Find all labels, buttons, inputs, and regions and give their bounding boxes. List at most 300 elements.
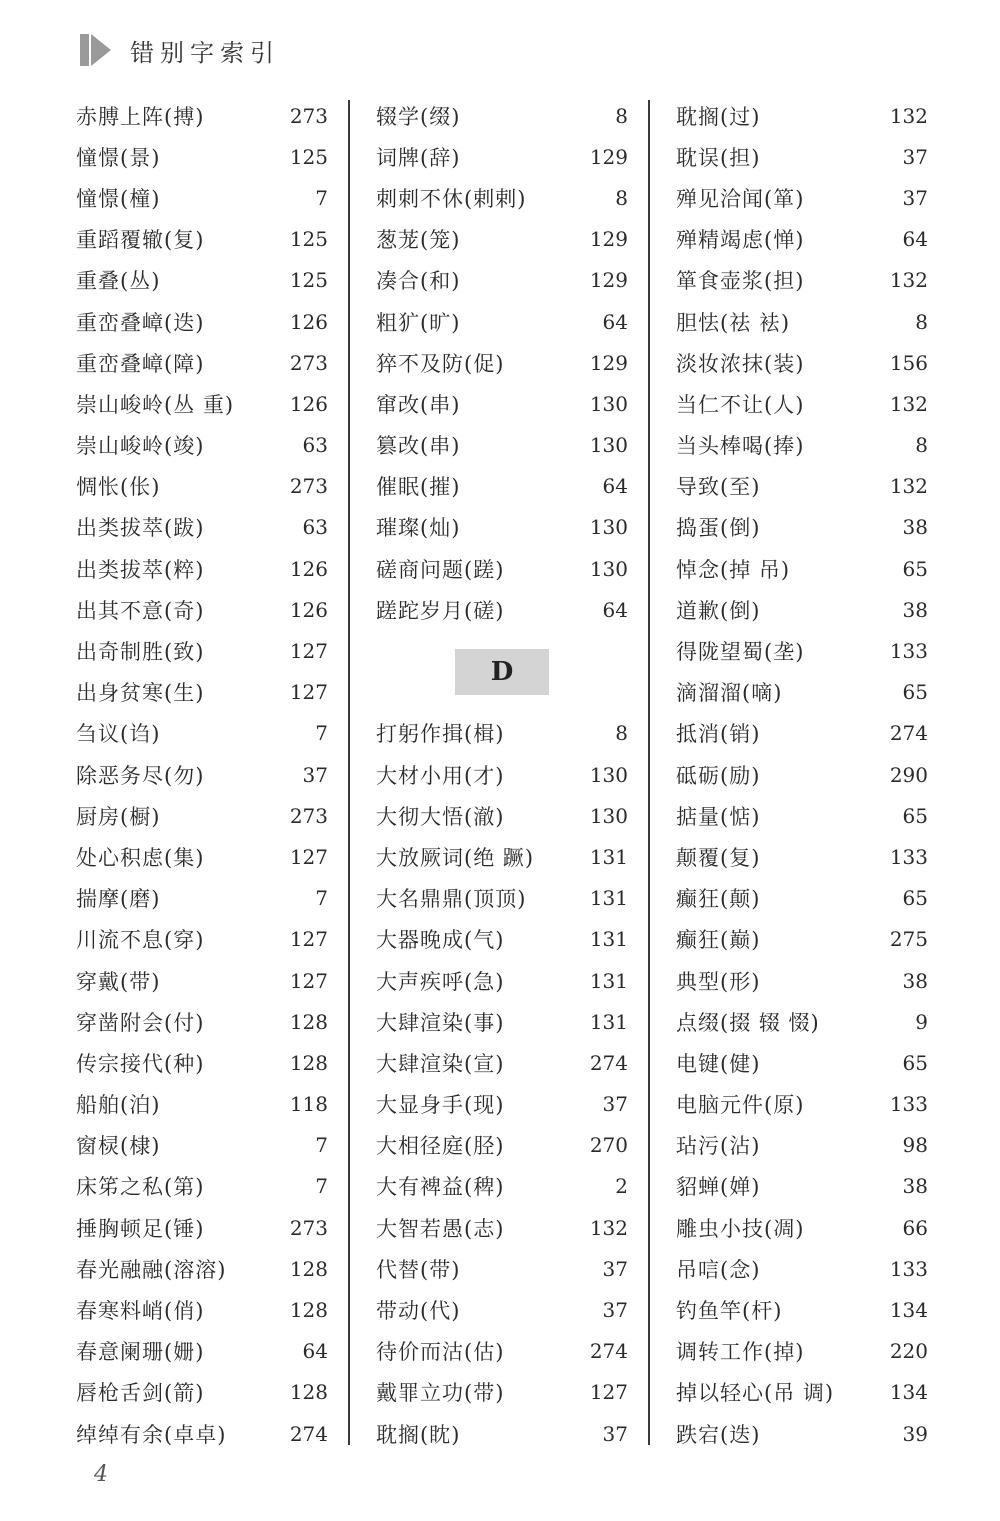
entry-page: 130 (589, 556, 628, 581)
index-entry (76, 1084, 328, 1125)
entry-term: 悼念(掉 吊) (676, 557, 791, 582)
index-entry (76, 219, 328, 260)
entry-page: 129 (589, 350, 628, 375)
entry-term: 耽搁(过) (676, 104, 761, 129)
entry-page: 273 (289, 1215, 328, 1240)
index-entry (676, 219, 928, 260)
index-entry (76, 1372, 328, 1413)
entry-term: 淡妆浓抹(装) (676, 351, 805, 376)
index-entry (76, 301, 328, 342)
entry-page: 129 (589, 268, 628, 293)
index-entry (376, 136, 628, 177)
entry-term: 除恶务尽(勿) (76, 763, 205, 788)
entry-page: 7 (315, 721, 328, 746)
entry-page: 38 (902, 1174, 928, 1199)
entry-page: 8 (615, 721, 628, 746)
entry-term: 憧憬(景) (76, 145, 161, 170)
entry-page: 65 (902, 680, 928, 705)
index-entry (676, 548, 928, 589)
entry-page: 273 (289, 103, 328, 128)
entry-term: 调转工作(掉) (676, 1340, 805, 1365)
index-entry (676, 301, 928, 342)
entry-page: 37 (302, 762, 328, 787)
index-entry (76, 425, 328, 466)
index-entry (376, 713, 628, 754)
entry-page: 220 (889, 1339, 928, 1364)
entry-term: 重蹈覆辙(复) (76, 228, 205, 253)
entry-term: 打躬作揖(楫) (376, 722, 505, 747)
index-entry (76, 672, 328, 713)
index-entry (76, 836, 328, 877)
index-entry (76, 960, 328, 1001)
entry-page: 126 (289, 391, 328, 416)
entry-term: 钓鱼竿(杆) (676, 1299, 783, 1324)
index-entry (76, 507, 328, 548)
index-column-1 (76, 95, 328, 1454)
entry-term: 赤膊上阵(搏) (76, 104, 205, 129)
entry-page: 9 (915, 1009, 928, 1034)
index-entry (376, 301, 628, 342)
entry-page: 37 (902, 144, 928, 169)
entry-term: 殚见洽闻(箪) (676, 186, 805, 211)
entry-page: 128 (289, 1050, 328, 1075)
entry-term: 绰绰有余(卓卓) (76, 1422, 227, 1447)
entry-term: 典型(形) (676, 969, 761, 994)
index-entry (676, 795, 928, 836)
index-entry (676, 1125, 928, 1166)
index-entry (376, 919, 628, 960)
entry-page: 118 (289, 1092, 328, 1117)
entry-page: 126 (289, 556, 328, 581)
entry-page: 38 (902, 515, 928, 540)
entry-page: 128 (289, 1298, 328, 1323)
index-entry (676, 1166, 928, 1207)
index-entry (76, 1248, 328, 1289)
entry-page: 130 (589, 762, 628, 787)
index-entry (76, 1042, 328, 1083)
index-entry (376, 1001, 628, 1042)
entry-term: 代替(带) (376, 1257, 461, 1282)
index-entry (676, 1001, 928, 1042)
index-entry (76, 589, 328, 630)
index-entry (676, 1372, 928, 1413)
entry-term: 吊唁(念) (676, 1257, 761, 1282)
section-heading (376, 630, 628, 712)
entry-term: 凑合(和) (376, 269, 461, 294)
index-entry (76, 177, 328, 218)
index-entry (376, 836, 628, 877)
index-entry (376, 342, 628, 383)
entry-term: 出类拔萃(粹) (76, 557, 205, 582)
index-entry (376, 425, 628, 466)
entry-page: 37 (602, 1092, 628, 1117)
entry-page: 125 (289, 268, 328, 293)
entry-page: 134 (889, 1380, 928, 1405)
entry-page: 65 (902, 886, 928, 911)
entry-term: 刺刺不休(剌剌) (376, 186, 527, 211)
index-entry (76, 342, 328, 383)
index-entry (676, 919, 928, 960)
index-entry (376, 383, 628, 424)
entry-page: 7 (315, 185, 328, 210)
entry-page: 290 (889, 762, 928, 787)
index-entry (676, 836, 928, 877)
entry-page: 125 (289, 227, 328, 252)
entry-page: 130 (589, 515, 628, 540)
entry-page: 273 (289, 350, 328, 375)
entry-page: 273 (289, 803, 328, 828)
entry-term: 窜改(串) (376, 392, 461, 417)
entry-page: 65 (902, 1050, 928, 1075)
entry-term: 癫狂(巅) (676, 928, 761, 953)
entry-page: 133 (889, 1256, 928, 1281)
index-entry (76, 919, 328, 960)
index-entry (376, 1248, 628, 1289)
entry-term: 大肆渲染(宣) (376, 1051, 505, 1076)
entry-page: 8 (915, 433, 928, 458)
index-entry (676, 1084, 928, 1125)
entry-page: 65 (902, 556, 928, 581)
entry-page: 127 (289, 968, 328, 993)
index-entry (376, 795, 628, 836)
entry-page: 128 (289, 1009, 328, 1034)
index-entry (376, 548, 628, 589)
entry-term: 川流不息(穿) (76, 928, 205, 953)
index-entry (676, 383, 928, 424)
entry-term: 滴溜溜(嘀) (676, 681, 783, 706)
entry-term: 跌宕(迭) (676, 1422, 761, 1447)
entry-term: 船舶(泊) (76, 1093, 161, 1118)
entry-term: 带动(代) (376, 1299, 461, 1324)
entry-page: 8 (615, 103, 628, 128)
entry-term: 当仁不让(人) (676, 392, 805, 417)
entry-page: 65 (902, 803, 928, 828)
entry-term: 催眠(摧) (376, 475, 461, 500)
entry-term: 惆怅(伥) (76, 475, 161, 500)
entry-term: 大智若愚(志) (376, 1216, 505, 1241)
index-entry (376, 1166, 628, 1207)
entry-term: 春意阑珊(姗) (76, 1340, 205, 1365)
index-entry (676, 260, 928, 301)
entry-page: 37 (602, 1256, 628, 1281)
index-entry (376, 507, 628, 548)
index-entry (376, 177, 628, 218)
index-entry (376, 95, 628, 136)
entry-page: 156 (889, 350, 928, 375)
page-number: 4 (94, 1462, 108, 1487)
index-entry (676, 630, 928, 671)
index-entry (76, 1289, 328, 1330)
index-entry (676, 466, 928, 507)
entry-term: 电脑元件(原) (676, 1093, 805, 1118)
entry-page: 126 (289, 597, 328, 622)
entry-term: 大声疾呼(急) (376, 969, 505, 994)
entry-page: 131 (589, 886, 628, 911)
entry-page: 132 (589, 1215, 628, 1240)
entry-term: 电键(健) (676, 1051, 761, 1076)
index-entry (376, 466, 628, 507)
entry-page: 63 (302, 433, 328, 458)
entry-page: 125 (289, 144, 328, 169)
entry-page: 274 (589, 1339, 628, 1364)
entry-page: 270 (589, 1133, 628, 1158)
index-entry (676, 1331, 928, 1372)
entry-term: 箪食壶浆(担) (676, 269, 805, 294)
index-entry (676, 95, 928, 136)
entry-page: 273 (289, 474, 328, 499)
index-entry (676, 589, 928, 630)
entry-page: 128 (289, 1380, 328, 1405)
entry-term: 大器晚成(气) (376, 928, 505, 953)
index-entry (76, 878, 328, 919)
index-entry (376, 1084, 628, 1125)
entry-term: 大材小用(才) (376, 763, 505, 788)
index-entry (376, 219, 628, 260)
entry-page: 2 (615, 1174, 628, 1199)
entry-page: 127 (589, 1380, 628, 1405)
entry-page: 127 (289, 639, 328, 664)
index-entry (376, 1413, 628, 1454)
entry-term: 出身贫寒(生) (76, 681, 205, 706)
entry-term: 厨房(橱) (76, 804, 161, 829)
index-entry (76, 136, 328, 177)
entry-page: 7 (315, 1133, 328, 1158)
entry-page: 274 (589, 1050, 628, 1075)
entry-page: 132 (889, 268, 928, 293)
index-entry (676, 713, 928, 754)
index-entry (76, 466, 328, 507)
index-entry (376, 1042, 628, 1083)
entry-page: 129 (589, 144, 628, 169)
entry-term: 点缀(掇 辍 惙) (676, 1010, 820, 1035)
entry-page: 8 (615, 185, 628, 210)
entry-page: 130 (589, 433, 628, 458)
entry-page: 132 (889, 103, 928, 128)
entry-term: 耽误(担) (676, 145, 761, 170)
entry-term: 出其不意(奇) (76, 598, 205, 623)
index-entry (376, 260, 628, 301)
index-entry (676, 507, 928, 548)
entry-term: 春光融融(溶溶) (76, 1257, 227, 1282)
index-entry (376, 589, 628, 630)
index-entry (676, 342, 928, 383)
index-entry (76, 795, 328, 836)
index-column-2 (376, 95, 628, 1454)
index-entry (76, 1166, 328, 1207)
entry-term: 处心积虑(集) (76, 845, 205, 870)
entry-term: 春寒料峭(俏) (76, 1299, 205, 1324)
column-divider (648, 100, 650, 1445)
running-header (80, 30, 280, 70)
entry-page: 274 (889, 721, 928, 746)
entry-term: 大相径庭(胫) (376, 1134, 505, 1159)
entry-term: 戴罪立功(带) (376, 1381, 505, 1406)
entry-term: 蹉跎岁月(磋) (376, 598, 505, 623)
index-entry (676, 1042, 928, 1083)
entry-page: 64 (902, 227, 928, 252)
entry-page: 133 (889, 844, 928, 869)
entry-page: 131 (589, 927, 628, 952)
entry-term: 辍学(缀) (376, 104, 461, 129)
entry-term: 磋商问题(蹉) (376, 557, 505, 582)
entry-term: 出奇制胜(致) (76, 640, 205, 665)
entry-term: 传宗接代(种) (76, 1051, 205, 1076)
entry-term: 窗棂(棣) (76, 1134, 161, 1159)
entry-page: 37 (902, 185, 928, 210)
entry-term: 貂蝉(婵) (676, 1175, 761, 1200)
index-entry (676, 1207, 928, 1248)
entry-term: 大有裨益(稗) (376, 1175, 505, 1200)
entry-page: 129 (589, 227, 628, 252)
entry-term: 导致(至) (676, 475, 761, 500)
entry-term: 大显身手(现) (376, 1093, 505, 1118)
entry-term: 胆怯(祛 袪) (676, 310, 791, 335)
entry-term: 砥砺(励) (676, 763, 761, 788)
entry-term: 玷污(沾) (676, 1134, 761, 1159)
entry-term: 待价而沽(估) (376, 1340, 505, 1365)
entry-page: 39 (902, 1421, 928, 1446)
index-entry (76, 1207, 328, 1248)
entry-page: 64 (602, 474, 628, 499)
entry-page: 127 (289, 927, 328, 952)
entry-page: 63 (302, 515, 328, 540)
entry-page: 66 (902, 1215, 928, 1240)
index-entry (676, 1289, 928, 1330)
entry-term: 捶胸顿足(锤) (76, 1216, 205, 1241)
entry-term: 崇山峻岭(丛 重) (76, 392, 235, 417)
index-entry (376, 754, 628, 795)
entry-page: 130 (589, 391, 628, 416)
entry-term: 大彻大悟(澈) (376, 804, 505, 829)
index-column-3 (676, 95, 928, 1454)
play-marker-icon (80, 32, 114, 68)
column-divider (348, 100, 350, 1445)
entry-page: 127 (289, 680, 328, 705)
entry-page: 8 (915, 309, 928, 334)
entry-page: 274 (289, 1421, 328, 1446)
index-entry (676, 1248, 928, 1289)
index-entry (376, 1289, 628, 1330)
entry-page: 64 (302, 1339, 328, 1364)
index-entry (676, 960, 928, 1001)
index-entry (376, 878, 628, 919)
index-entry (376, 1331, 628, 1372)
entry-term: 词牌(辞) (376, 145, 461, 170)
index-entry (676, 672, 928, 713)
entry-term: 粗犷(旷) (376, 310, 461, 335)
entry-term: 篡改(串) (376, 434, 461, 459)
entry-page: 131 (589, 968, 628, 993)
entry-term: 重峦叠嶂(迭) (76, 310, 205, 335)
entry-page: 275 (889, 927, 928, 952)
entry-page: 7 (315, 886, 328, 911)
index-entry (676, 425, 928, 466)
entry-term: 床笫之私(第) (76, 1175, 205, 1200)
entry-term: 璀璨(灿) (376, 516, 461, 541)
entry-term: 道歉(倒) (676, 598, 761, 623)
entry-term: 葱茏(笼) (376, 228, 461, 253)
entry-page: 131 (589, 844, 628, 869)
index-entry (76, 630, 328, 671)
index-entry (76, 754, 328, 795)
index-entry (676, 754, 928, 795)
entry-term: 大名鼎鼎(顶顶) (376, 887, 527, 912)
entry-page: 131 (589, 1009, 628, 1034)
entry-page: 126 (289, 309, 328, 334)
index-entry (676, 1413, 928, 1454)
entry-term: 穿凿附会(付) (76, 1010, 205, 1035)
entry-page: 64 (602, 597, 628, 622)
entry-term: 雕虫小技(凋) (676, 1216, 805, 1241)
index-entry (376, 1372, 628, 1413)
entry-term: 揣摩(磨) (76, 887, 161, 912)
entry-term: 癫狂(颠) (676, 887, 761, 912)
entry-page: 7 (315, 1174, 328, 1199)
entry-page: 98 (902, 1133, 928, 1158)
section-letter: D (455, 649, 549, 695)
index-entry (76, 713, 328, 754)
entry-term: 抵消(销) (676, 722, 761, 747)
entry-term: 殚精竭虑(惮) (676, 228, 805, 253)
entry-term: 刍议(诌) (76, 722, 161, 747)
index-entry (76, 95, 328, 136)
entry-term: 穿戴(带) (76, 969, 161, 994)
entry-term: 猝不及防(促) (376, 351, 505, 376)
entry-page: 37 (602, 1298, 628, 1323)
entry-page: 133 (889, 1092, 928, 1117)
index-entry (676, 177, 928, 218)
entry-term: 大放厥词(绝 蹶) (376, 845, 535, 870)
entry-page: 38 (902, 597, 928, 622)
index-entry (76, 1413, 328, 1454)
index-entry (376, 960, 628, 1001)
entry-page: 134 (889, 1298, 928, 1323)
entry-term: 耽搁(眈) (376, 1422, 461, 1447)
entry-page: 64 (602, 309, 628, 334)
index-title: 错别字索引 (130, 38, 280, 67)
entry-term: 崇山峻岭(竣) (76, 434, 205, 459)
index-entry (676, 136, 928, 177)
entry-page: 132 (889, 474, 928, 499)
entry-page: 37 (602, 1421, 628, 1446)
index-entry (76, 383, 328, 424)
entry-term: 掂量(惦) (676, 804, 761, 829)
entry-page: 130 (589, 803, 628, 828)
entry-page: 128 (289, 1256, 328, 1281)
entry-page: 127 (289, 844, 328, 869)
entry-page: 133 (889, 639, 928, 664)
entry-term: 当头棒喝(捧) (676, 434, 805, 459)
entry-term: 憧憬(橦) (76, 186, 161, 211)
entry-term: 大肆渲染(事) (376, 1010, 505, 1035)
entry-term: 掉以轻心(吊 调) (676, 1381, 835, 1406)
entry-term: 颠覆(复) (676, 845, 761, 870)
entry-page: 132 (889, 391, 928, 416)
index-entry (376, 1125, 628, 1166)
entry-term: 唇枪舌剑(箭) (76, 1381, 205, 1406)
entry-term: 得陇望蜀(垄) (676, 640, 805, 665)
index-entry (76, 548, 328, 589)
index-entry (76, 1001, 328, 1042)
index-entry (76, 260, 328, 301)
entry-term: 重峦叠嶂(障) (76, 351, 205, 376)
index-entry (76, 1125, 328, 1166)
index-entry (676, 878, 928, 919)
index-entry (376, 1207, 628, 1248)
index-entry (76, 1331, 328, 1372)
entry-term: 捣蛋(倒) (676, 516, 761, 541)
entry-term: 出类拔萃(跋) (76, 516, 205, 541)
